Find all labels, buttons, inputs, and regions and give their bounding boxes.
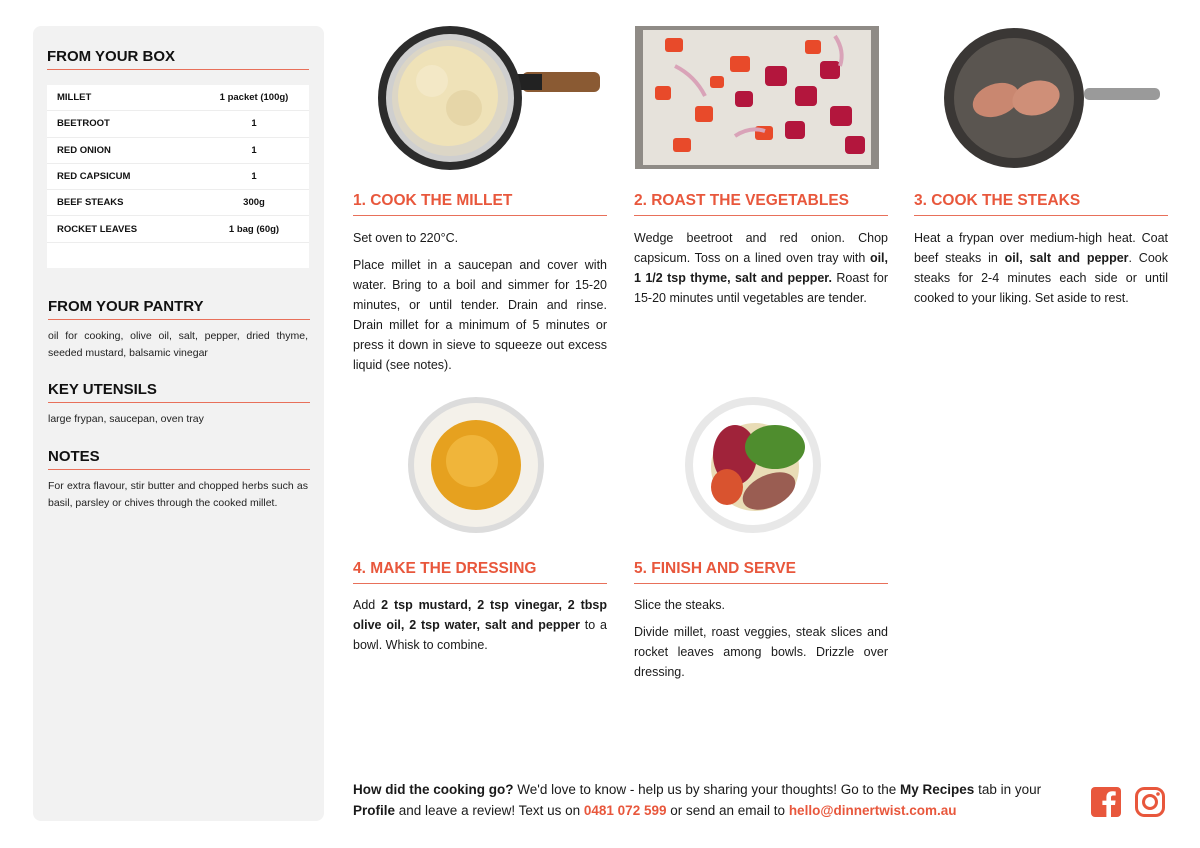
step-4-title: 4. MAKE THE DRESSING	[353, 560, 607, 584]
table-row	[47, 164, 309, 190]
step-4-text: Add	[353, 598, 382, 612]
instagram-icon[interactable]	[1134, 786, 1166, 818]
step-2-title: 2. ROAST THE VEGETABLES	[634, 192, 888, 216]
footer-question: How did the cooking go?	[353, 782, 514, 797]
ingredient-name: ROCKET LEAVES	[57, 223, 138, 235]
ingredient-qty: 1 packet (100g)	[219, 92, 289, 104]
table-row	[47, 138, 309, 164]
step-4-body	[353, 595, 607, 662]
ingredient-qty: 1	[251, 118, 257, 130]
step-3-title: 3. COOK THE STEAKS	[914, 192, 1168, 216]
step-3-bold: oil, salt and pepper	[1004, 251, 1129, 265]
table-row	[47, 111, 309, 137]
key-utensils-heading: KEY UTENSILS	[48, 381, 310, 403]
ingredient-name: BEETROOT	[57, 118, 110, 130]
step-1-text: Place millet in a saucepan and cover with water. Bring to a boil and simmer for 15-20 minutes, or until tender. Drain and rinse. Drain millet for a minimum of 5 minutes or press it down in sieve to squeeze out excess liquid (see notes).	[353, 258, 607, 372]
feedback-footer	[353, 779, 1073, 821]
table-row	[47, 190, 309, 216]
utensils-text: large frypan, saucepan, oven tray	[48, 413, 204, 425]
finished-plate-image	[683, 395, 823, 535]
ingredient-name: RED CAPSICUM	[57, 171, 131, 183]
ingredient-name: RED ONION	[57, 144, 111, 156]
table-row	[47, 85, 309, 111]
roast-vegetables-image	[635, 26, 879, 169]
footer-text: and leave a review! Text us on	[395, 803, 584, 818]
my-recipes-link[interactable]: My Recipes	[900, 782, 975, 797]
steaks-frypan-image	[944, 26, 1160, 170]
step-2-text: Roast for 15-20 minutes until vegetables are tender.	[634, 271, 888, 305]
profile-link[interactable]: Profile	[353, 803, 396, 818]
footer-text: We'd love to know - help us by sharing your thoughts! Go to the	[513, 782, 901, 797]
step-5-title: 5. FINISH AND SERVE	[634, 560, 888, 584]
facebook-icon[interactable]	[1090, 786, 1122, 818]
ingredient-qty: 300g	[243, 197, 265, 209]
email-link[interactable]: hello@dinnertwist.com.au	[788, 803, 957, 818]
ingredient-qty: 1	[251, 171, 257, 183]
footer-text: or send an email to	[666, 803, 789, 818]
ingredient-name: MILLET	[57, 92, 92, 104]
ingredient-qty: 1	[251, 144, 257, 156]
step-2-text: Wedge beetroot and red onion. Chop capsicum. Toss on a lined oven tray with	[634, 231, 888, 265]
step-1-text: Set oven to 220°C.	[353, 231, 459, 245]
pantry-text: oil for cooking, olive oil, salt, pepper, dried thyme, seeded mustard, balsamic vinegar	[48, 330, 308, 359]
notes-text: For extra flavour, stir butter and chopped herbs such as basil, parsley or chives through the cooked millet.	[48, 480, 308, 509]
step-3-body	[914, 228, 1168, 315]
step-2-body	[634, 228, 888, 315]
step-1-body	[353, 228, 607, 382]
step-5-text: Divide millet, roast veggies, steak slices and rocket leaves among bowls. Drizzle over dressing.	[634, 625, 888, 679]
from-your-box-heading: FROM YOUR BOX	[47, 48, 309, 70]
notes-heading: NOTES	[48, 448, 310, 470]
ingredients-table	[47, 85, 309, 268]
step-5-text: Slice the steaks.	[634, 598, 726, 612]
step-3-text: . Cook steaks for 2-4 minutes each side or until cooked to your liking. Set aside to rest.	[914, 251, 1168, 305]
step-4-text: to a bowl. Whisk to combine.	[353, 618, 607, 652]
ingredient-name: BEEF STEAKS	[57, 197, 124, 209]
dressing-bowl-image	[406, 395, 546, 535]
table-row	[47, 216, 309, 242]
footer-text: tab in your	[974, 782, 1042, 797]
millet-sieve-image	[372, 26, 602, 170]
step-4-bold: 2 tsp mustard, 2 tsp vinegar, 2 tbsp olive oil, 2 tsp water, salt and pepper	[353, 598, 608, 632]
step-3-text: Heat a frypan over medium-high heat. Coat beef steaks in	[914, 231, 1168, 265]
phone-link[interactable]: 0481 072 599	[583, 803, 667, 818]
step-5-body	[634, 595, 888, 689]
ingredient-qty: 1 bag (60g)	[228, 223, 280, 235]
step-2-bold: oil, 1 1/2 tsp thyme, salt and pepper.	[634, 251, 888, 285]
from-your-pantry-heading: FROM YOUR PANTRY	[48, 298, 310, 320]
ingredients-sidebar	[33, 26, 324, 821]
step-1-title: 1. COOK THE MILLET	[353, 192, 607, 216]
